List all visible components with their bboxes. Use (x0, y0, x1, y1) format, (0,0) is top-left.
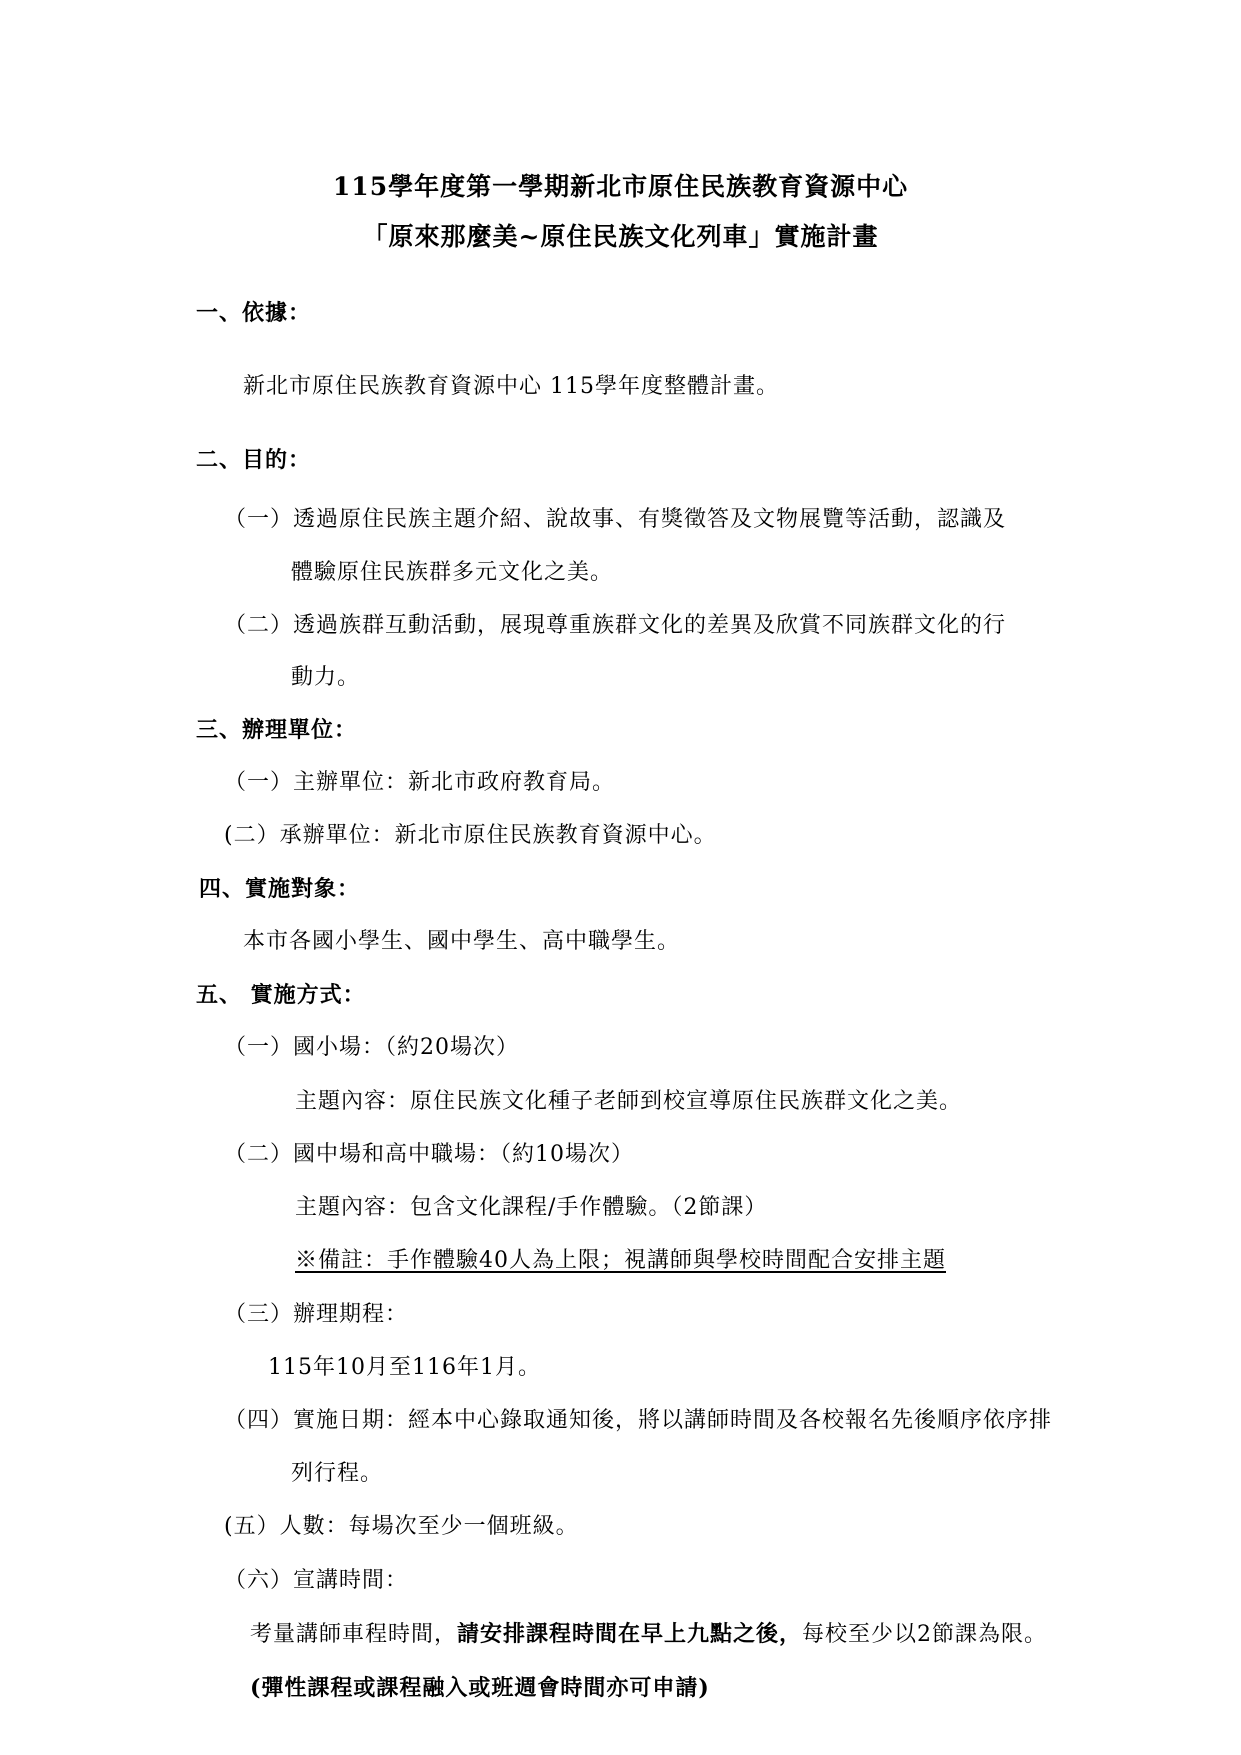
purpose-item1-line2: 體驗原住民族群多元文化之美。 (291, 560, 614, 585)
methods-item5: (五）人數：每場次至少一個班級。 (224, 1514, 579, 1539)
methods-item3-content: 115年10月至116年1月。 (268, 1355, 541, 1380)
methods-item6-content-a: 考量講師車程時間， (250, 1622, 458, 1647)
methods-item1-content: 主題內容：原住民族文化種子老師到校宣導原住民族群文化之美。 (295, 1089, 963, 1114)
section-heading-methods: 五、 實施方式： (196, 982, 366, 1008)
methods-item6-note: (彈性課程或課程融入或班週會時間亦可申請) (250, 1675, 710, 1701)
section-heading-purpose: 二、目的： (196, 447, 312, 473)
section-heading-basis: 一、依據： (196, 300, 312, 326)
methods-item6-content (250, 1619, 1047, 1650)
purpose-item2-line1: （二）透過族群互動活動，展現尊重族群文化的差異及欣賞不同族群文化的行 (224, 613, 1007, 638)
organizers-item2: (二）承辦單位：新北市原住民族教育資源中心。 (224, 823, 717, 848)
methods-item6-content-b: 請安排課程時間在早上九點之後， (457, 1621, 803, 1647)
methods-item2: （二）國中場和高中職場：（約10場次） (224, 1142, 634, 1167)
organizers-item1: （一）主辦單位：新北市政府教育局。 (224, 770, 616, 795)
document-title-line2: 「原來那麼美~原住民族文化列車」實施計畫 (362, 222, 879, 251)
section-heading-organizers: 三、辦理單位： (196, 717, 358, 743)
methods-item6-content-c: 每校至少以2節課為限。 (802, 1622, 1048, 1647)
section-heading-targets: 四、實施對象： (199, 876, 361, 902)
purpose-item2-line2: 動力。 (291, 665, 361, 690)
methods-item4-line1: （四）實施日期：經本中心錄取通知後，將以講師時間及各校報名先後順序依序排 (224, 1408, 1053, 1433)
methods-item3: （三）辦理期程： (224, 1302, 409, 1327)
methods-item2-content: 主題內容：包含文化課程/手作體驗。（2節課） (295, 1195, 768, 1220)
purpose-item1-line1: （一）透過原住民族主題介紹、說故事、有獎徵答及文物展覽等活動，認識及 (224, 507, 1007, 532)
document-title-line1: 115學年度第一學期新北市原住民族教育資源中心 (332, 172, 909, 201)
methods-item4-line2: 列行程。 (291, 1461, 384, 1486)
basis-body: 新北市原住民族教育資源中心 115學年度整體計畫。 (243, 374, 779, 399)
targets-body: 本市各國小學生、國中學生、高中職學生。 (243, 929, 681, 954)
methods-item2-note: ※備註：手作體驗40人為上限；視講師與學校時間配合安排主題 (295, 1248, 946, 1273)
methods-item6: （六）宣講時間： (224, 1568, 409, 1593)
methods-item1: （一）國小場：（約20場次） (224, 1035, 519, 1060)
